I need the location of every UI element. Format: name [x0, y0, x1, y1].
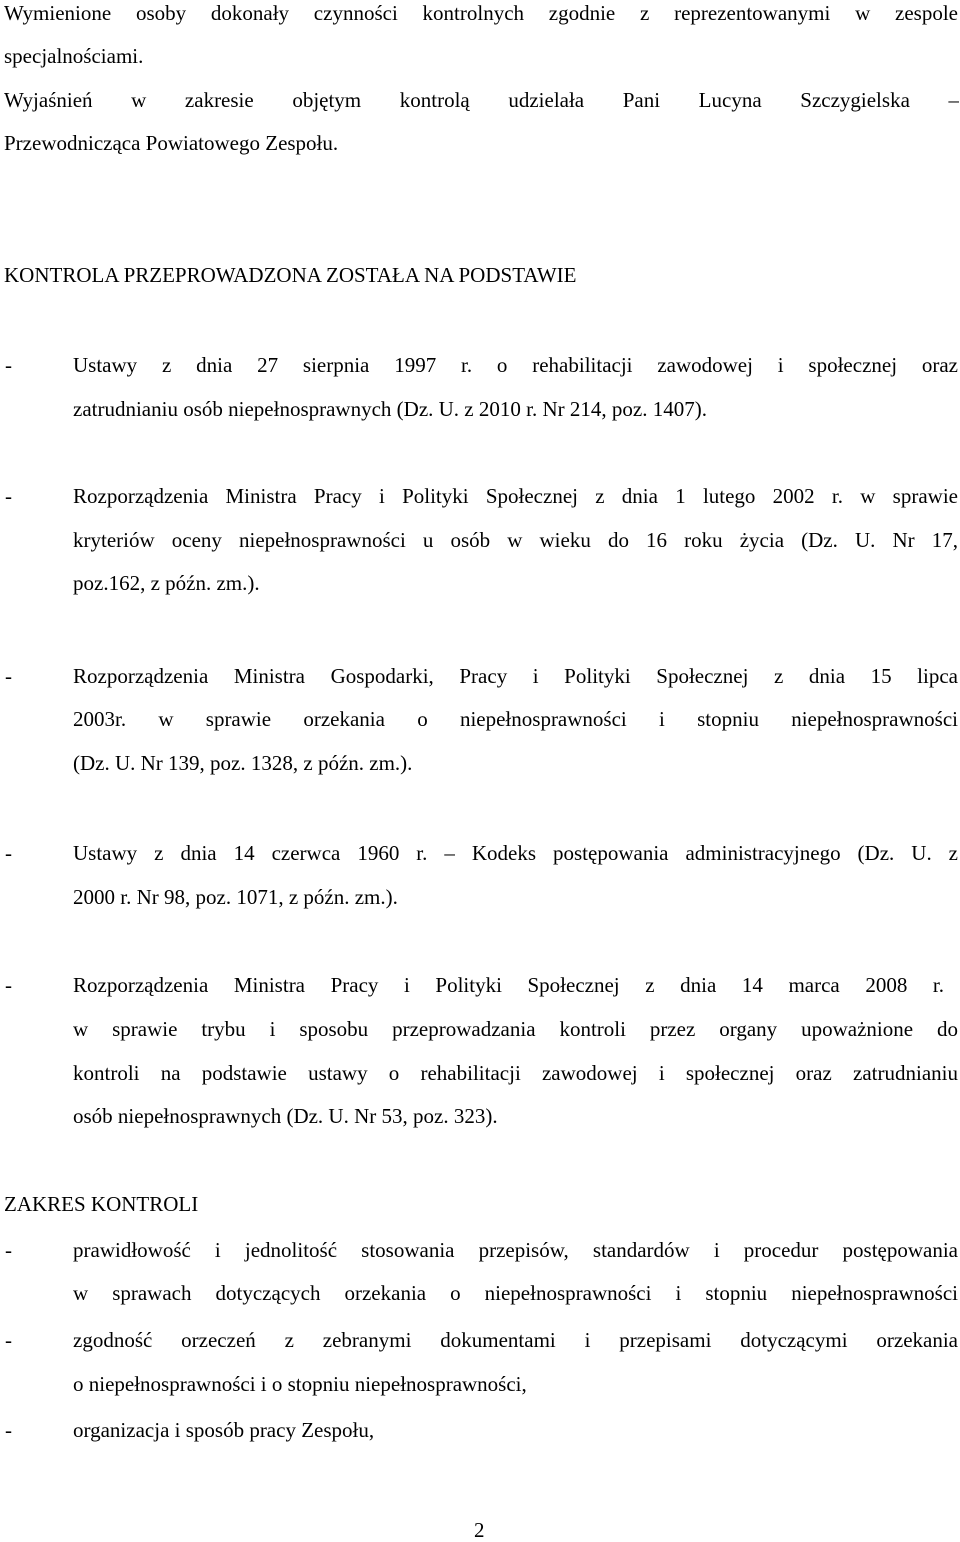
scope-item-1-line-2: w sprawach dotyczących orzekania o niepełnosprawności i stopniu niepełnosprawności: [73, 1281, 958, 1305]
intro-line-4: Przewodnicząca Powiatowego Zespołu.: [4, 131, 339, 155]
scope-heading: ZAKRES KONTROLI: [4, 1192, 199, 1216]
basis-item-2-line-2: kryteriów oceny niepełnosprawności u osób w wieku do 16 roku życia (Dz. U. Nr 17,: [73, 528, 958, 552]
basis-item-5-line-4: osób niepełnosprawnych (Dz. U. Nr 53, poz. 323).: [73, 1104, 498, 1128]
basis-item-5-line-3: kontroli na podstawie ustawy o rehabilitacji zawodowej i społecznej oraz zatrudnianiu: [73, 1061, 958, 1085]
bullet-dash: -: [5, 1328, 12, 1352]
bullet-dash: -: [5, 973, 12, 997]
basis-item-1-line-2: zatrudnianiu osób niepełnosprawnych (Dz. U. z 2010 r. Nr 214, poz. 1407).: [73, 397, 707, 421]
scope-item-2-line-1: zgodność orzeczeń z zebranymi dokumentami i przepisami dotyczącymi orzekania: [73, 1328, 958, 1352]
bullet-dash: -: [5, 484, 12, 508]
intro-line-3: Wyjaśnień w zakresie objętym kontrolą udzielała Pani Lucyna Szczygielska –: [4, 88, 959, 112]
bullet-dash: -: [5, 841, 12, 865]
basis-heading: KONTROLA PRZEPROWADZONA ZOSTAŁA NA PODSTAWIE: [4, 263, 577, 287]
scope-item-1-line-1: prawidłowość i jednolitość stosowania przepisów, standardów i procedur postępowania: [73, 1238, 958, 1262]
scope-item-3-line-1: organizacja i sposób pracy Zespołu,: [73, 1418, 375, 1442]
basis-item-4-line-2: 2000 r. Nr 98, poz. 1071, z późn. zm.).: [73, 885, 398, 909]
basis-item-1-line-1: Ustawy z dnia 27 sierpnia 1997 r. o rehabilitacji zawodowej i społecznej oraz: [73, 353, 958, 377]
basis-item-3-line-3: (Dz. U. Nr 139, poz. 1328, z późn. zm.).: [73, 751, 413, 775]
intro-line-1: Wymienione osoby dokonały czynności kontrolnych zgodnie z reprezentowanymi w zespole: [4, 1, 958, 25]
basis-item-2-line-3: poz.162, z późn. zm.).: [73, 571, 260, 595]
page-number: 2: [474, 1518, 485, 1542]
basis-item-4-line-1: Ustawy z dnia 14 czerwca 1960 r. – Kodeks postępowania administracyjnego (Dz. U. z: [73, 841, 958, 865]
bullet-dash: -: [5, 353, 12, 377]
intro-line-2: specjalnościami.: [4, 44, 144, 68]
basis-item-5-line-2: w sprawie trybu i sposobu przeprowadzania kontroli przez organy upoważnione do: [73, 1017, 958, 1041]
basis-item-5-line-1: Rozporządzenia Ministra Pracy i Polityki Społecznej z dnia 14 marca 2008 r.: [73, 973, 944, 997]
basis-item-3-line-1: Rozporządzenia Ministra Gospodarki, Pracy i Polityki Społecznej z dnia 15 lipca: [73, 664, 958, 688]
bullet-dash: -: [5, 1418, 12, 1442]
bullet-dash: -: [5, 664, 12, 688]
scope-item-2-line-2: o niepełnosprawności i o stopniu niepełnosprawności,: [73, 1372, 527, 1396]
basis-item-3-line-2: 2003r. w sprawie orzekania o niepełnosprawności i stopniu niepełnosprawności: [73, 707, 958, 731]
basis-item-2-line-1: Rozporządzenia Ministra Pracy i Polityki Społecznej z dnia 1 lutego 2002 r. w sprawie: [73, 484, 958, 508]
bullet-dash: -: [5, 1238, 12, 1262]
